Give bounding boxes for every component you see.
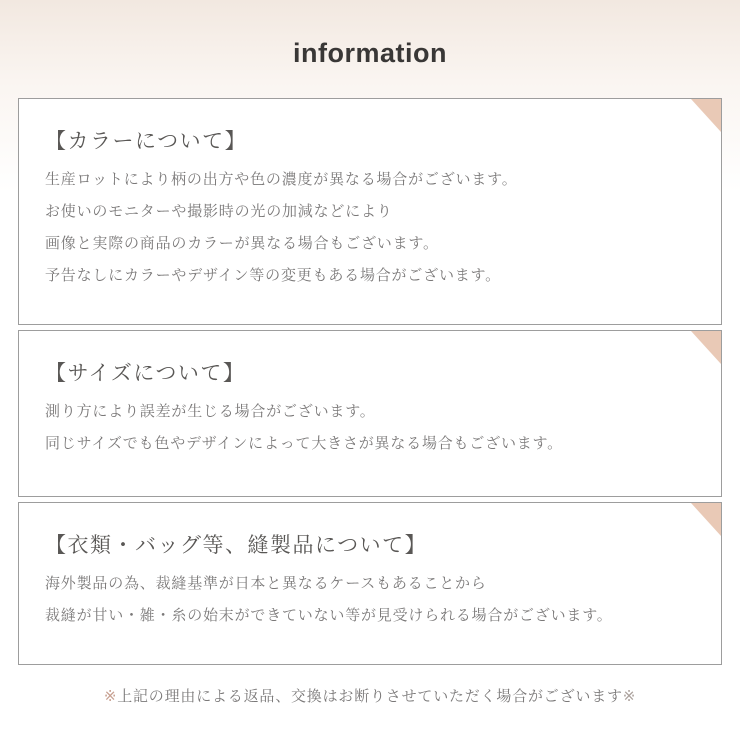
color-section-heading: 【カラーについて】	[45, 130, 248, 153]
page-title: information	[293, 38, 447, 68]
corner-triangle-decoration	[691, 99, 721, 132]
sewn-products-section-body	[45, 568, 695, 632]
reference-mark-left: ※	[103, 688, 118, 705]
corner-triangle-decoration	[691, 503, 721, 536]
note-line: 画像と実際の商品のカラーが異なる場合もございます。	[45, 235, 439, 252]
note-line: 予告なしにカラーやデザイン等の変更もある場合がございます。	[45, 267, 501, 284]
size-section-heading: 【サイズについて】	[45, 362, 246, 385]
sewn-products-notice-section	[18, 502, 722, 665]
reference-mark-right: ※	[622, 688, 637, 705]
size-notice-section	[18, 330, 722, 497]
footer-note	[0, 686, 740, 708]
color-notice-section	[18, 98, 722, 325]
note-line: 裁縫が甘い・雑・糸の始末ができていない等が見受けられる場合がございます。	[45, 607, 613, 624]
note-line: 海外製品の為、裁縫基準が日本と異なるケースもあることから	[45, 575, 487, 592]
footer-note-text: 上記の理由による返品、交換はお断りさせていただく場合がございます	[117, 688, 623, 705]
note-line: お使いのモニターや撮影時の光の加減などにより	[45, 203, 393, 220]
note-line: 測り方により誤差が生じる場合がございます。	[45, 403, 376, 420]
size-section-body	[45, 396, 695, 460]
color-section-body	[45, 164, 695, 292]
note-line: 同じサイズでも色やデザインによって大きさが異なる場合もございます。	[45, 435, 563, 452]
sewn-products-section-heading: 【衣類・バッグ等、縫製品について】	[45, 534, 428, 557]
corner-triangle-decoration	[691, 331, 721, 364]
note-line: 生産ロットにより柄の出方や色の濃度が異なる場合がございます。	[45, 171, 518, 188]
